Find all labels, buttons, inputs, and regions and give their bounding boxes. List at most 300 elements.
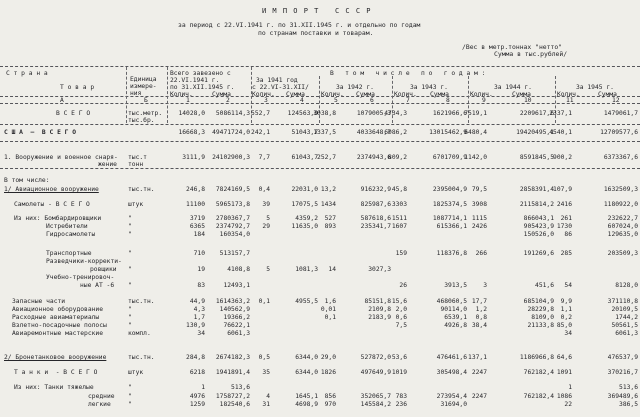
table-cell: 2858391,4: [519, 186, 554, 193]
row-label: Авиационное оборудование: [12, 306, 103, 313]
col-1941-header-2: с 22.VI-31.XII/: [252, 84, 309, 91]
table-cell: 783: [395, 393, 407, 400]
table-cell: 284,8: [186, 354, 205, 361]
table-cell: 31: [262, 401, 270, 408]
table-cell: 20109,5: [611, 306, 638, 313]
col-divider: [167, 67, 168, 123]
table-cell: 856: [324, 393, 336, 400]
table-cell: 371110,8: [607, 298, 638, 305]
row-label: 1/ Авиационное вооружение: [4, 186, 99, 193]
col-1945-header: За 1945 г.: [576, 84, 614, 91]
table-cell: 266: [475, 250, 487, 257]
row-unit: тонн: [128, 161, 144, 168]
table-cell: 0,8: [475, 314, 487, 321]
table-cell: 3908: [471, 201, 487, 208]
table-cell: 35: [262, 369, 270, 376]
col-num: 4: [300, 97, 304, 104]
table-cell: 1180922,0: [603, 201, 638, 208]
row-unit: тыс.тн.: [128, 354, 155, 361]
table-cell: 3038,8: [313, 110, 336, 117]
row-unit: тыс.бр.: [128, 117, 155, 124]
table-cell: 4698,9: [295, 401, 318, 408]
table-cell: 370216,7: [607, 369, 638, 376]
table-cell: 31694,0: [440, 401, 467, 408]
row-rule: [0, 124, 640, 125]
row-unit: тыс.т: [128, 154, 147, 161]
table-cell: 6701709,9: [432, 154, 467, 161]
row-unit: тыс.тн.: [128, 186, 155, 193]
table-cell: 285: [560, 250, 572, 257]
table-cell: 90114,0: [440, 306, 467, 313]
table-cell: 1744,2: [615, 314, 638, 321]
table-cell: 476537,9: [607, 354, 638, 361]
row-unit: ": [128, 384, 132, 391]
table-cell: 11635,0: [291, 223, 318, 230]
table-cell: 242,1: [251, 129, 270, 136]
table-cell: 19366,2: [223, 314, 250, 321]
table-cell: 3719: [189, 215, 205, 222]
table-cell: 16668,3: [178, 129, 205, 136]
table-cell: 2674182,3: [215, 354, 250, 361]
table-cell: 2247: [471, 393, 487, 400]
table-cell: 527: [324, 215, 336, 222]
table-cell: 61043,7: [291, 154, 318, 161]
row-label: 2/ Бронетанковое вооружение: [4, 354, 107, 361]
table-cell: 2337,1: [549, 110, 572, 117]
table-cell: 6061,3: [227, 330, 250, 337]
table-cell: 38,4: [471, 322, 487, 329]
table-cell: 1337,5: [313, 129, 336, 136]
table-cell: 17075,5: [291, 201, 318, 208]
table-cell: 866043,1: [523, 215, 554, 222]
table-cell: 6365: [189, 223, 205, 230]
table-cell: 21133,8: [527, 322, 554, 329]
table-cell: 497649,9: [360, 369, 391, 376]
table-cell: 5: [266, 266, 270, 273]
table-cell: 51043,7: [291, 129, 318, 136]
table-cell: 28229,8: [527, 306, 554, 313]
table-cell: 476461,6: [436, 354, 467, 361]
table-cell: 64,6: [556, 354, 572, 361]
table-cell: 145584,2: [360, 401, 391, 408]
table-cell: 2183,9: [368, 314, 391, 321]
table-cell: 0,4: [258, 186, 270, 193]
table-cell: 150526,0: [523, 231, 554, 238]
table-cell: 4108,8: [227, 266, 250, 273]
row-label-cont: ные АТ -6: [80, 282, 115, 289]
sum-label: Сумма: [212, 91, 231, 98]
table-cell: 203509,3: [607, 250, 638, 257]
table-cell: 0,01: [320, 306, 336, 313]
col-num: А: [60, 97, 64, 104]
table-cell: 386,5: [619, 401, 638, 408]
period-line: за период с 22.VI.1941 г. по 31.XII.1945 г. и отдельно по годам: [178, 21, 421, 29]
table-cell: 17,7: [471, 298, 487, 305]
table-cell: 3111,9: [182, 154, 205, 161]
table-cell: 6344,0: [295, 369, 318, 376]
table-cell: 905423,9: [523, 223, 554, 230]
table-cell: 22031,0: [291, 186, 318, 193]
table-cell: 246,8: [186, 186, 205, 193]
table-cell: 45,8: [391, 186, 407, 193]
table-cell: 107,9: [553, 186, 572, 193]
table-cell: 8109,0: [531, 314, 554, 321]
col-total-header-1: Всего завезено с: [170, 70, 231, 77]
table-cell: 1079005,3: [356, 110, 391, 117]
table-cell: 50561,5: [611, 322, 638, 329]
table-cell: 1,6: [324, 298, 336, 305]
table-cell: 34: [564, 330, 572, 337]
table-cell: 1607: [391, 223, 407, 230]
table-cell: 235341,7: [360, 223, 391, 230]
table-cell: 1,2: [475, 306, 487, 313]
table-cell: 587618,6: [360, 215, 391, 222]
table-cell: 11100: [186, 201, 205, 208]
table-cell: 124563,0: [287, 110, 318, 117]
units-line-2: Сумма в тыс.рублей/: [494, 50, 568, 58]
row-label: Из них: Танки тяжелые: [14, 384, 94, 391]
table-cell: 1259: [189, 401, 205, 408]
table-cell: 6086,2: [384, 129, 407, 136]
table-cell: 2,0: [395, 306, 407, 313]
table-cell: 4734,3: [384, 110, 407, 117]
header-rule-top: [0, 66, 640, 67]
table-cell: 3303: [391, 201, 407, 208]
table-cell: 762182,4: [523, 393, 554, 400]
table-cell: 76622,1: [223, 322, 250, 329]
table-cell: 352065,7: [360, 393, 391, 400]
table-cell: 685104,9: [523, 298, 554, 305]
row-label: Расходные авиаматериалы: [12, 314, 100, 321]
table-cell: 79,5: [471, 186, 487, 193]
table-cell: 3913,5: [444, 282, 467, 289]
table-cell: 252,7: [317, 154, 336, 161]
table-cell: 15,6: [391, 298, 407, 305]
table-cell: 0,2: [560, 314, 572, 321]
table-cell: 85,0: [556, 322, 572, 329]
table-cell: 140562,9: [219, 306, 250, 313]
table-cell: 13,2: [320, 186, 336, 193]
table-cell: 916232,9: [360, 186, 391, 193]
table-cell: 7,7: [258, 154, 270, 161]
table-cell: 1086: [556, 393, 572, 400]
qty-label: Колич.: [321, 91, 344, 98]
table-cell: 2395004,9: [432, 186, 467, 193]
qty-label: Колич.: [252, 91, 275, 98]
row-unit: штук: [128, 369, 144, 376]
col-1942-header: За 1942 г.: [336, 84, 374, 91]
table-cell: 130,9: [186, 322, 205, 329]
row-unit: тыс.тн.: [128, 298, 155, 305]
table-cell: 0,5: [258, 354, 270, 361]
col-country-header: С т р а н а: [6, 70, 48, 77]
table-cell: 1758727,2: [215, 393, 250, 400]
table-cell: 513157,7: [219, 250, 250, 257]
row-label: 1. Вооружение и военное снаря-: [4, 154, 118, 161]
row-label: легкие: [88, 401, 111, 408]
table-cell: 14: [328, 266, 336, 273]
table-cell: 160354,0: [219, 231, 250, 238]
row-label: Учебно-тренировоч-: [46, 274, 115, 281]
col-unit-header-2: измере-: [130, 83, 157, 90]
table-cell: 34: [197, 330, 205, 337]
table-cell: 5: [266, 215, 270, 222]
col-1941-header-1: За 1941 год: [256, 77, 298, 84]
table-cell: 191269,6: [523, 250, 554, 257]
table-cell: 6218: [189, 369, 205, 376]
table-cell: 129635,0: [607, 231, 638, 238]
table-cell: 809,2: [388, 154, 407, 161]
table-cell: 7,5: [395, 322, 407, 329]
table-cell: 2374792,7: [215, 223, 250, 230]
document-title: И М П О Р Т С С С Р: [262, 7, 372, 15]
row-label: С Ш А – В С Е Г О: [4, 129, 77, 136]
row-label: Авиаремонтные мастерские: [12, 330, 103, 337]
row-unit: компл.: [128, 330, 151, 337]
table-cell: 4,3: [193, 306, 205, 313]
row-unit: ": [128, 223, 132, 230]
table-cell: 86: [564, 231, 572, 238]
table-cell: 1941891,4: [215, 369, 250, 376]
qty-label: Колич.: [394, 91, 417, 98]
table-cell: 1: [568, 384, 572, 391]
row-rule: [0, 168, 640, 169]
table-cell: 137,1: [468, 354, 487, 361]
table-cell: 4359,2: [295, 215, 318, 222]
table-cell: 1,1: [560, 306, 572, 313]
col-years-header: В т о м ч и с л е п о г о д а м :: [330, 70, 486, 77]
row-unit: ": [128, 393, 132, 400]
col-num: Б: [144, 97, 148, 104]
table-cell: 4976: [189, 393, 205, 400]
table-cell: 2426: [471, 223, 487, 230]
table-cell: 1087714,1: [432, 215, 467, 222]
table-cell: 1645,1: [295, 393, 318, 400]
table-cell: 1730: [556, 223, 572, 230]
row-label: Транспортные: [46, 250, 92, 257]
col-1943-header: За 1943 г.: [410, 84, 448, 91]
col-unit-header-3: ния: [130, 90, 142, 97]
table-cell: 1614363,2: [215, 298, 250, 305]
by-line: по странам поставки и товарам.: [258, 29, 374, 37]
qty-label: Колич.: [170, 91, 193, 98]
table-cell: 14028,0: [178, 110, 205, 117]
row-rule: [0, 141, 640, 142]
table-cell: 5086114,3: [215, 110, 250, 117]
table-cell: 1115: [471, 215, 487, 222]
table-cell: 236: [395, 401, 407, 408]
row-label-cont: ровщики: [90, 266, 117, 273]
table-cell: 513,6: [231, 384, 250, 391]
sum-label: Сумма: [430, 91, 449, 98]
table-cell: 513,6: [619, 384, 638, 391]
table-cell: 8128,0: [615, 282, 638, 289]
table-cell: 261: [560, 215, 572, 222]
table-cell: 1511: [391, 215, 407, 222]
row-label: Т а н к и - В С Е Г О: [14, 369, 98, 376]
row-unit: ": [128, 215, 132, 222]
table-cell: 22: [564, 401, 572, 408]
row-unit: штук: [128, 201, 144, 208]
table-cell: 6539,1: [444, 314, 467, 321]
row-unit: ": [128, 401, 132, 408]
table-cell: 4540,1: [549, 129, 572, 136]
table-cell: 607024,0: [607, 223, 638, 230]
col-num: 9: [482, 97, 486, 104]
table-cell: 762182,4: [523, 369, 554, 376]
table-cell: 825987,6: [360, 201, 391, 208]
col-divider: [126, 67, 127, 123]
col-num: 7: [406, 97, 410, 104]
table-cell: 4: [266, 393, 270, 400]
table-cell: 83: [197, 282, 205, 289]
table-cell: 6344,0: [295, 354, 318, 361]
table-cell: 3027,3: [368, 266, 391, 273]
row-label: Гидросамолеты: [46, 231, 96, 238]
table-cell: 2374943,6: [356, 154, 391, 161]
row-label: В С Е Г О: [56, 110, 91, 117]
table-cell: 1621966,6: [432, 110, 467, 117]
table-cell: 232622,7: [607, 215, 638, 222]
table-cell: 2115814,2: [519, 201, 554, 208]
table-cell: 3: [483, 282, 487, 289]
table-cell: 85151,8: [364, 298, 391, 305]
table-cell: 451,6: [535, 282, 554, 289]
row-label: В том числе:: [4, 177, 50, 184]
table-cell: 44,9: [189, 298, 205, 305]
col-num: 3: [264, 97, 268, 104]
col-num: 6: [370, 97, 374, 104]
table-cell: 1825374,5: [432, 201, 467, 208]
row-label: Самолеты - В С Е Г О: [14, 201, 90, 208]
table-cell: 1826: [320, 369, 336, 376]
table-cell: 9,9: [560, 298, 572, 305]
table-cell: 49471724,0: [212, 129, 250, 136]
sum-label: Сумма: [356, 91, 375, 98]
table-cell: 7519,1: [464, 110, 487, 117]
row-label-cont: жение: [98, 161, 117, 168]
table-cell: 1632509,3: [603, 186, 638, 193]
table-cell: 19420495,1: [516, 129, 554, 136]
table-cell: 53,6: [391, 354, 407, 361]
row-label: Взлетно-посадочные полосы: [12, 322, 107, 329]
table-cell: 5965173,8: [215, 201, 250, 208]
sum-label: Сумма: [598, 91, 617, 98]
col-num: 8: [446, 97, 450, 104]
col-unit-header-1: Единица: [130, 76, 157, 83]
table-cell: 0,1: [258, 298, 270, 305]
col-num: 12: [612, 97, 620, 104]
table-cell: 970: [324, 401, 336, 408]
table-cell: 900,2: [553, 154, 572, 161]
table-cell: 615366,1: [436, 223, 467, 230]
row-unit: ": [128, 322, 132, 329]
table-cell: 1019: [391, 369, 407, 376]
col-1944-header: За 1944 г.: [494, 84, 532, 91]
col-num: 1: [186, 97, 190, 104]
table-cell: 369489,6: [607, 393, 638, 400]
table-cell: 1479061,7: [603, 110, 638, 117]
table-cell: 39: [262, 201, 270, 208]
table-cell: 6480,4: [464, 129, 487, 136]
table-cell: 4955,5: [295, 298, 318, 305]
table-cell: 2247: [471, 369, 487, 376]
sum-label: Сумма: [286, 91, 305, 98]
table-cell: 6373367,6: [603, 154, 638, 161]
table-cell: 2780367,7: [215, 215, 250, 222]
row-label: Запасные части: [12, 298, 66, 305]
table-cell: 1142,0: [464, 154, 487, 161]
table-cell: 2416: [556, 201, 572, 208]
table-cell: 12709577,6: [600, 129, 638, 136]
table-cell: 552,7: [251, 110, 270, 117]
table-cell: 29,0: [320, 354, 336, 361]
table-cell: 0,1: [324, 314, 336, 321]
table-cell: 4926,8: [444, 322, 467, 329]
table-cell: 527872,0: [360, 354, 391, 361]
table-cell: 893: [324, 223, 336, 230]
row-label: Из них: Бомбардировщики: [14, 215, 102, 222]
col-total-header-2: 22.VI.1941 г.: [170, 77, 220, 84]
table-cell: 1: [201, 384, 205, 391]
table-cell: 29: [262, 223, 270, 230]
table-cell: 159: [395, 250, 407, 257]
row-label: Истребители: [46, 223, 88, 230]
table-cell: 1434: [320, 201, 336, 208]
table-cell: 24102900,3: [212, 154, 250, 161]
table-cell: 2109,8: [368, 306, 391, 313]
table-cell: 0,6: [395, 314, 407, 321]
col-num: 11: [566, 97, 574, 104]
row-unit: ": [128, 266, 132, 273]
table-cell: 1091: [556, 369, 572, 376]
header-rule-bottom: [0, 103, 640, 104]
col-num: 5: [334, 97, 338, 104]
table-cell: 4033648,7: [356, 129, 391, 136]
table-cell: 710: [193, 250, 205, 257]
row-unit: ": [128, 282, 132, 289]
qty-label: Колич.: [470, 91, 493, 98]
table-cell: 1,7: [193, 314, 205, 321]
table-cell: 1186966,8: [519, 354, 554, 361]
row-label: средние: [88, 393, 115, 400]
qty-label: Колич.: [557, 91, 580, 98]
table-cell: 6061,3: [615, 330, 638, 337]
row-unit: ": [128, 306, 132, 313]
header-rule-mid: [0, 96, 640, 97]
table-cell: 305498,4: [436, 369, 467, 376]
table-cell: 182540,6: [219, 401, 250, 408]
col-num: 2: [226, 97, 230, 104]
row-unit: ": [128, 231, 132, 238]
table-cell: 13015462,9: [429, 129, 467, 136]
table-cell: 12493,1: [223, 282, 250, 289]
table-cell: 26: [399, 282, 407, 289]
row-unit: тыс.метр.: [128, 110, 163, 117]
table-cell: 118376,8: [436, 250, 467, 257]
table-cell: 54: [564, 282, 572, 289]
table-cell: 273954,4: [436, 393, 467, 400]
units-line-1: /Вес в метр.тоннах "нетто": [462, 43, 563, 51]
table-cell: 468060,5: [436, 298, 467, 305]
table-cell: 7824169,5: [215, 186, 250, 193]
table-cell: 2209617,6: [519, 110, 554, 117]
table-cell: 1081,3: [295, 266, 318, 273]
table-cell: 19: [197, 266, 205, 273]
table-cell: 184: [193, 231, 205, 238]
table-cell: 8591845,5: [519, 154, 554, 161]
row-label: Разведчики-корректи-: [46, 258, 122, 265]
